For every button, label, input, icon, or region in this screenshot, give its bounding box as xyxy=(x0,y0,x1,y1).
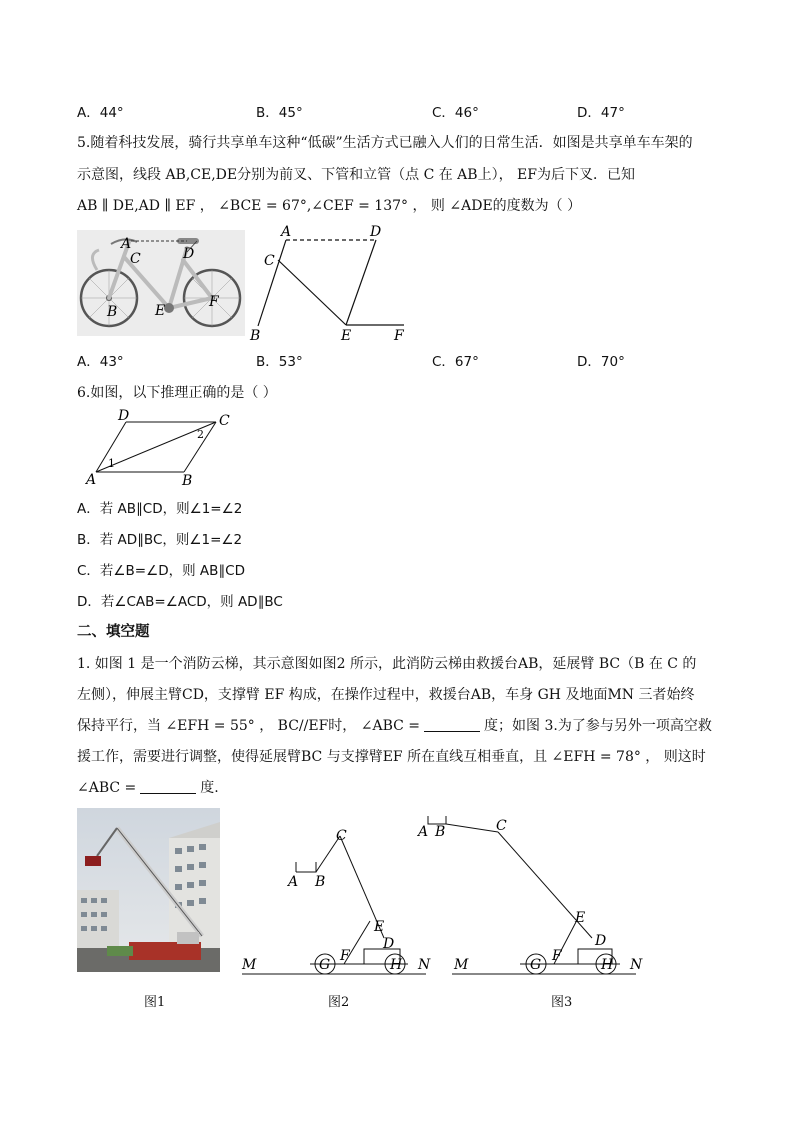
section-title: 二、填空题 xyxy=(77,624,150,640)
fig2-label-b: B xyxy=(315,874,326,890)
q6-label-b: B xyxy=(182,473,193,489)
q5-option-c: C．67° xyxy=(432,354,479,370)
f1-line5-first: ∠ABC = xyxy=(77,780,137,796)
photo-label-d: D xyxy=(183,246,195,262)
q6-option-c: C．若∠B=∠D，则 AB∥CD xyxy=(77,563,245,579)
q6-stem: 6.如图，以下推理正确的是（ ） xyxy=(77,385,277,401)
fig2-label-e: E xyxy=(374,919,385,935)
f1-line5-second: 度. xyxy=(200,780,219,796)
fig3-label-f: F xyxy=(552,948,562,964)
f1-line3-first: 保持平行，当 ∠EFH = 55° ， BC//EF时， ∠ABC = xyxy=(77,718,421,734)
answer-blank-1[interactable] xyxy=(424,717,480,732)
q6-angle-1: 1 xyxy=(108,457,115,470)
fig3-label-d: D xyxy=(595,933,607,949)
f1-line2: 左侧），伸展主臂CD，支撑臂 EF 构成，在操作过程中，救援台AB，车身 GH 及地面MN 三者始终 xyxy=(77,687,695,703)
f1-line4: 援工作，需要进行调整，使得延展臂BC 与支撑臂EF 所在直线互相垂直，且 ∠EFH = 78° ， 则这时 xyxy=(77,749,706,765)
q6-option-a: A．若 AB∥CD，则∠1=∠2 xyxy=(77,501,243,517)
photo-label-a: A xyxy=(121,236,132,252)
diagram-label-f: F xyxy=(394,328,404,344)
fig3-label-c: C xyxy=(496,818,507,834)
q6-angle-2: 2 xyxy=(197,428,204,441)
q5-stem-line2: 示意图，线段 AB,CE,DE分别为前叉、下管和立管（点 C 在 AB上）， EF为后下叉．已知 xyxy=(77,167,635,183)
fig2-label-a: A xyxy=(288,874,299,890)
figure-3-caption: 图3 xyxy=(551,995,573,1010)
q4-option-b: B．45° xyxy=(256,105,303,121)
fig3-label-m: M xyxy=(454,957,469,973)
photo-label-b: B xyxy=(107,304,118,320)
figure-2-caption: 图2 xyxy=(328,995,350,1010)
fig3-label-g: G xyxy=(530,957,542,973)
diagram-label-e: E xyxy=(341,328,352,344)
q5-option-b: B．53° xyxy=(256,354,303,370)
fig2-label-f: F xyxy=(340,948,350,964)
q4-option-c: C．46° xyxy=(432,105,479,121)
q6-label-a: A xyxy=(86,472,97,488)
fire-ladder-photo xyxy=(77,808,220,972)
figure-3-diagram xyxy=(418,812,650,979)
fig3-label-e: E xyxy=(575,910,586,926)
photo-label-f: F xyxy=(209,294,219,310)
fig2-label-m: M xyxy=(242,957,257,973)
q6-label-d: D xyxy=(118,408,130,424)
fig2-label-d: D xyxy=(383,936,395,952)
diagram-label-c: C xyxy=(264,253,275,269)
fig3-label-b: B xyxy=(435,824,446,840)
q4-option-d: D．47° xyxy=(577,105,625,121)
diagram-label-b: B xyxy=(250,328,261,344)
f1-line5 xyxy=(77,779,219,797)
fig2-label-g: G xyxy=(319,957,331,973)
q6-label-c: C xyxy=(219,413,230,429)
fig2-label-n: N xyxy=(418,957,431,973)
figure-2-diagram xyxy=(240,824,435,979)
fig3-label-a: A xyxy=(418,824,429,840)
answer-blank-2[interactable] xyxy=(140,779,196,794)
f1-line3-second: 度；如图 3.为了参与另外一项高空救 xyxy=(484,718,712,734)
photo-label-c: C xyxy=(130,251,141,267)
q4-option-a: A．44° xyxy=(77,105,124,121)
q5-stem-line1: 5.随着科技发展，骑行共享单车这种“低碳”生活方式已融入人们的日常生活．如图是共享单车车架的 xyxy=(77,135,693,151)
q5-stem-line3: AB ∥ DE,AD ∥ EF ， ∠BCE = 67°,∠CEF = 137° ， 则 ∠ADE的度数为（ ） xyxy=(77,198,582,214)
q5-option-a: A．43° xyxy=(77,354,124,370)
figure-1-caption: 图1 xyxy=(144,995,166,1010)
diagram-label-a: A xyxy=(281,224,292,240)
fig2-label-c: C xyxy=(336,828,347,844)
f1-line1: 1. 如图 1 是一个消防云梯，其示意图如图2 所示，此消防云梯由救援台AB，延展臂 BC（B 在 C 的 xyxy=(77,656,697,672)
bicycle-photo xyxy=(77,230,245,336)
q6-option-b: B．若 AD∥BC，则∠1=∠2 xyxy=(77,532,243,548)
q6-option-d: D．若∠CAB=∠ACD，则 AD∥BC xyxy=(77,594,283,610)
fig3-label-n: N xyxy=(630,957,643,973)
fig2-label-h: H xyxy=(390,957,403,973)
diagram-label-d: D xyxy=(370,224,382,240)
bicycle-frame-diagram xyxy=(248,222,413,347)
f1-line3 xyxy=(77,717,712,735)
q5-option-d: D．70° xyxy=(577,354,625,370)
photo-label-e: E xyxy=(155,303,166,319)
parallelogram-diagram xyxy=(84,410,244,488)
fig3-label-h: H xyxy=(601,957,614,973)
